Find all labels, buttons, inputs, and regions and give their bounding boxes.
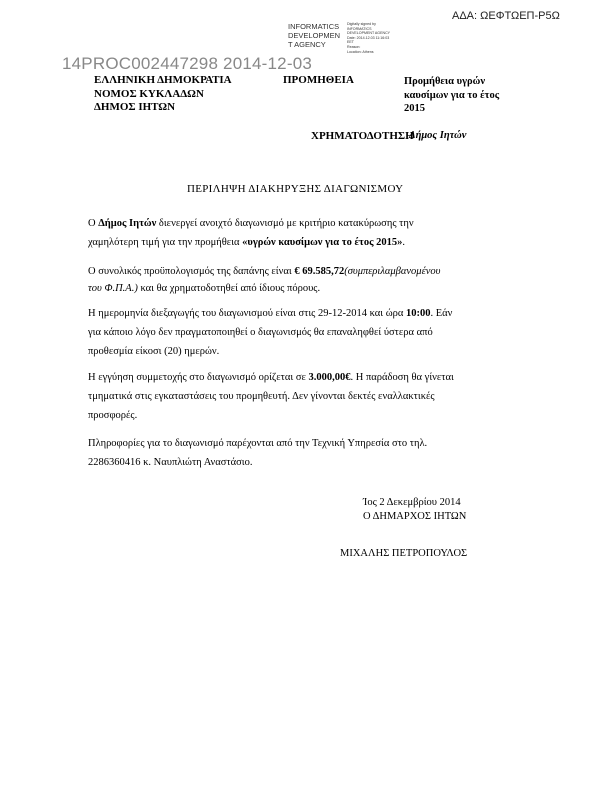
protocol-number: 14PROC002447298 2014-12-03 bbox=[62, 54, 312, 73]
ada-code: ΑΔΑ: ΩΕΦΤΩΕΠ-Ρ5Ω bbox=[452, 10, 560, 22]
subject-line: Προμήθεια υγρών bbox=[404, 76, 486, 87]
funding-value: Δήμος Ιητών bbox=[409, 130, 467, 141]
signature-detail-line: INFORMATICS bbox=[347, 26, 372, 31]
paragraph-line: Πληροφορίες για το διαγωνισμό παρέχονται από την Τεχνική Υπηρεσία στο τηλ. bbox=[88, 438, 428, 449]
signature-agency-line: INFORMATICS bbox=[288, 22, 340, 31]
vat-note: (συμπεριλαμβανομένου bbox=[344, 266, 441, 277]
text: . Η παράδοση θα γίνεται bbox=[350, 372, 454, 383]
subject-line: καυσίμων για το έτος bbox=[404, 89, 500, 101]
issuer-line: ΕΛΛΗΝΙΚΗ ΔΗΜΟΚΡΑΤΙΑ bbox=[94, 74, 232, 86]
text: Η εγγύηση συμμετοχής στο διαγωνισμό ορίζεται σε bbox=[88, 372, 309, 383]
signature-detail-line: Digitally signed by bbox=[347, 22, 376, 26]
signature-detail-line: EET bbox=[347, 40, 354, 45]
paragraph-line bbox=[88, 233, 414, 252]
signer-name: ΜΙΧΑΛΗΣ ΠΕΤΡΟΠΟΥΛΟΣ bbox=[340, 548, 468, 559]
paragraph-line bbox=[88, 214, 414, 233]
vat-note: του Φ.Π.Α.) bbox=[88, 283, 138, 294]
signer-role: Ο ΔΗΜΑΡΧΟΣ ΙΗΤΩΝ bbox=[363, 511, 467, 522]
text: . Εάν bbox=[430, 308, 453, 319]
text: διενεργεί ανοιχτό διαγωνισμό με κριτήριο κατακύρωσης την bbox=[156, 218, 414, 229]
procurement-subject bbox=[404, 75, 499, 116]
signature-block bbox=[363, 496, 466, 524]
municipality-name: Δήμος Ιητών bbox=[98, 218, 157, 229]
paragraph-tender bbox=[88, 214, 414, 252]
text: χαμηλότερη τιμή για την προμήθεια bbox=[88, 237, 243, 248]
paragraph-line bbox=[88, 304, 452, 323]
digital-signature-details bbox=[347, 22, 390, 54]
issuer-line: ΔΗΜΟΣ ΙΗΤΩΝ bbox=[94, 101, 176, 113]
paragraph-line: προσφορές. bbox=[88, 410, 138, 421]
text: Ο bbox=[88, 218, 99, 229]
signature-detail-line: Reason: bbox=[347, 44, 361, 49]
paragraph-budget bbox=[88, 262, 440, 298]
procurement-label: ΠΡΟΜΗΘΕΙΑ bbox=[283, 74, 354, 86]
paragraph-guarantee bbox=[88, 368, 454, 425]
paragraph-line: για κάποιο λόγο δεν πραγματοποιηθεί ο διαγωνισμός θα επαναληφθεί ύστερα από bbox=[88, 327, 433, 338]
guarantee-amount: 3.000,00€ bbox=[308, 372, 351, 383]
budget-amount: € 69.585,72 bbox=[294, 266, 345, 277]
tender-time: 10:00 bbox=[406, 308, 431, 319]
signature-agency-line: T AGENCY bbox=[288, 40, 326, 49]
issuer-block bbox=[94, 74, 232, 115]
text: Ο συνολικός προϋπολογισμός της δαπάνης είναι bbox=[88, 266, 295, 277]
paragraph-line bbox=[88, 368, 454, 387]
signature-detail-line: Date: 2014.12.03 11:16:03 bbox=[347, 35, 390, 40]
paragraph-line: 2286360416 κ. Ναυπλιώτη Αναστάσιο. bbox=[88, 457, 253, 468]
paragraph-line: προθεσμία είκοσι (20) ημερών. bbox=[88, 346, 220, 357]
text: και θα χρηματοδοτηθεί από ίδιους πόρους. bbox=[137, 283, 321, 294]
issuer-line: ΝΟΜΟΣ ΚΥΚΛΑΔΩΝ bbox=[94, 87, 204, 100]
digital-signature-agency bbox=[288, 22, 340, 49]
paragraph-line: τμηματικά στις εγκαταστάσεις του προμηθευτή. Δεν γίνονται δεκτές εναλλακτικές bbox=[88, 391, 435, 402]
paragraph-info bbox=[88, 434, 427, 472]
funding-label: ΧΡΗΜΑΤΟΔΟΤΗΣΗ bbox=[311, 130, 414, 142]
document-title: ΠΕΡΙΛΗΨΗ ΔΙΑΚΗΡΥΞΗΣ ΔΙΑΓΩΝΙΣΜΟΥ bbox=[187, 183, 404, 195]
signature-detail-line: DEVELOPMENT AGENCY bbox=[347, 31, 391, 36]
signature-detail-line: Location: Athens bbox=[347, 49, 374, 54]
text: . bbox=[402, 237, 405, 248]
date-line: Ίος 2 Δεκεμβρίου 2014 bbox=[363, 497, 461, 508]
subject-line: 2015 bbox=[404, 103, 425, 114]
paragraph-line bbox=[88, 279, 440, 298]
signature-agency-line: DEVELOPMEN bbox=[288, 31, 341, 40]
tender-subject: «υγρών καυσίμων για το έτος 2015» bbox=[242, 237, 403, 248]
paragraph-date bbox=[88, 304, 452, 361]
text: Η ημερομηνία διεξαγωγής του διαγωνισμού είναι στις 29-12-2014 και ώρα bbox=[88, 308, 407, 319]
